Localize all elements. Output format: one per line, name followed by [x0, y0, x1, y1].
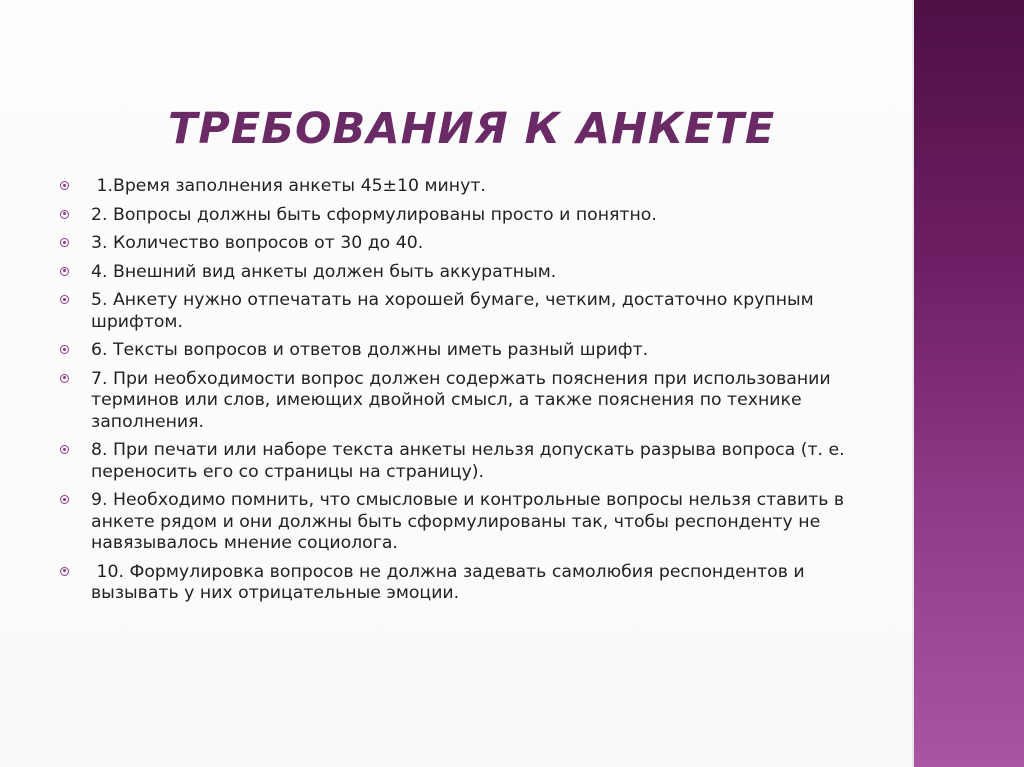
list-item-text: 5. Анкету нужно отпечатать на хорошей бумаге, четким, достаточно крупным шрифтом. — [91, 290, 814, 332]
circle-bullet-icon — [60, 181, 69, 190]
list-item — [58, 290, 858, 333]
list-item-text: 6. Тексты вопросов и ответов должны иметь разный шрифт. — [91, 340, 649, 360]
list-item-text: 9. Необходимо помнить, что смысловые и контрольные вопросы нельзя ставить в анкете рядом и они должны быть сформулированы так, чтобы респонденту не навязывалось мнение социолога. — [91, 490, 845, 553]
circle-bullet-icon — [60, 267, 69, 276]
decorative-side-bar — [914, 0, 1024, 767]
requirements-list — [58, 176, 858, 612]
list-item — [58, 262, 858, 284]
circle-bullet-icon — [60, 295, 69, 304]
list-item — [58, 369, 858, 434]
circle-bullet-icon — [60, 238, 69, 247]
circle-bullet-icon — [60, 210, 69, 219]
list-item-text: 10. Формулировка вопросов не должна задевать самолюбия респондентов и вызывать у них отрицательные эмоции. — [91, 561, 811, 603]
list-item — [58, 440, 858, 483]
list-item — [58, 490, 858, 555]
list-item — [58, 205, 858, 227]
circle-bullet-icon — [60, 374, 69, 383]
circle-bullet-icon — [60, 567, 69, 576]
list-item — [58, 340, 858, 362]
list-item-text: 8. При печати или наборе текста анкеты нельзя допускать разрыва вопроса (т. е. переносить его со страницы на страницу). — [91, 440, 845, 482]
list-item — [58, 233, 858, 255]
list-item-text: 2. Вопросы должны быть сформулированы просто и понятно. — [91, 204, 657, 225]
list-item — [58, 176, 858, 198]
list-item-text: 7. При необходимости вопрос должен содержать пояснения при использовании терминов или слов, имеющих двойной смысл, а также пояснения по технике заполнения. — [91, 368, 831, 432]
circle-bullet-icon — [60, 345, 69, 354]
slide-title: ТРЕБОВАНИЯ К АНКЕТЕ — [168, 104, 776, 154]
list-item-text: 3. Количество вопросов от 30 до 40. — [91, 233, 424, 253]
circle-bullet-icon — [60, 495, 69, 504]
list-item-text: 4. Внешний вид анкеты должен быть аккуратным. — [91, 261, 557, 282]
circle-bullet-icon — [60, 445, 69, 454]
list-item — [58, 562, 858, 605]
list-item-text: 1.Время заполнения анкеты 45±10 минут. — [91, 176, 486, 196]
